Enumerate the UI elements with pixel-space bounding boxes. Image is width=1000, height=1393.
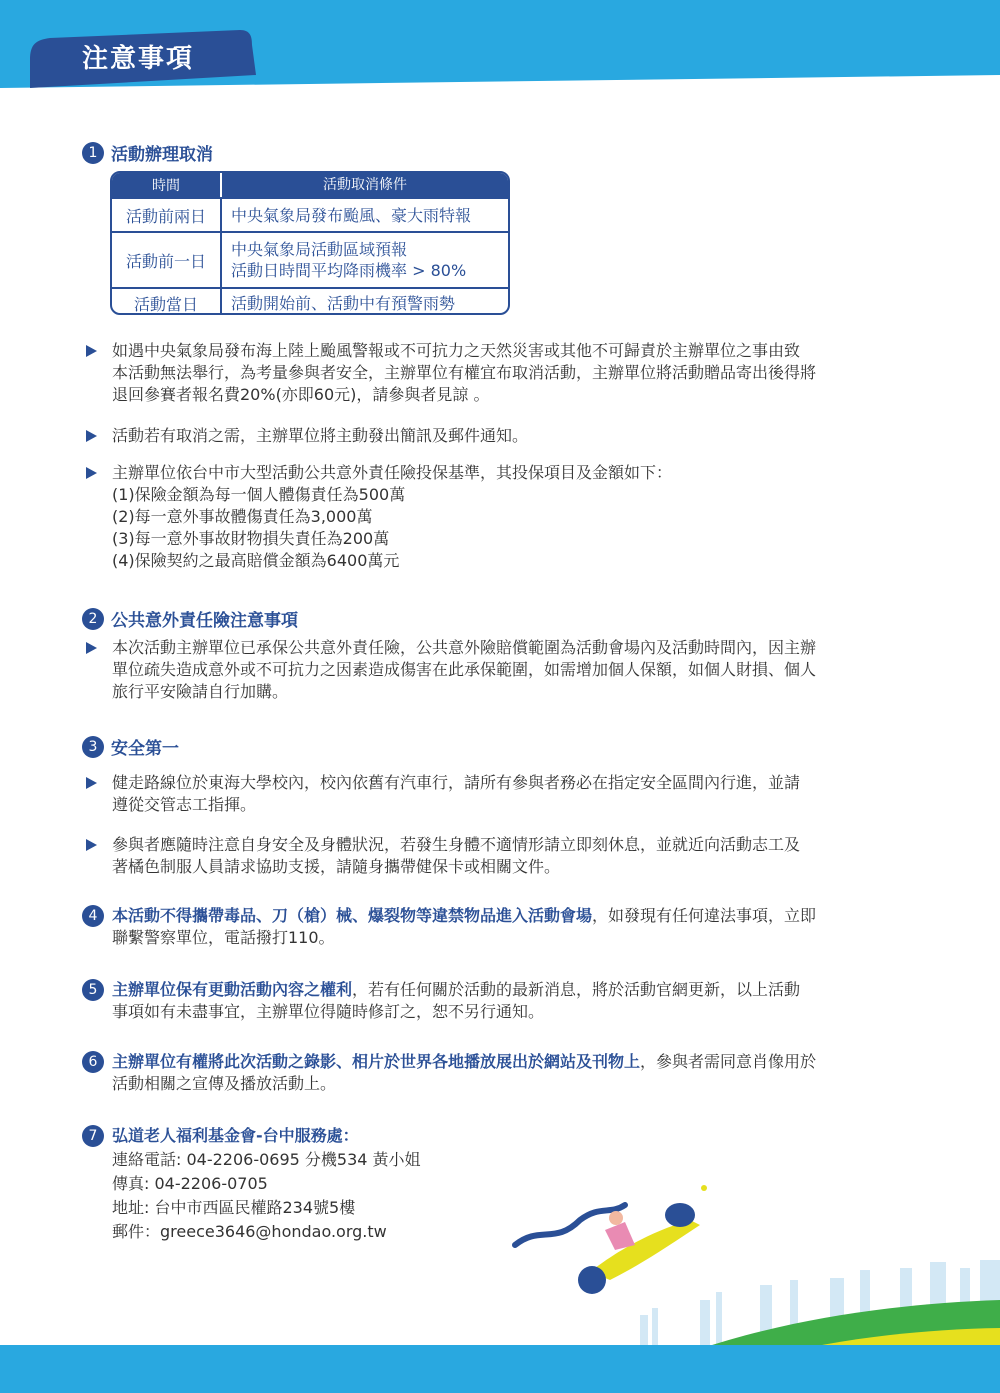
bullet-icon xyxy=(86,345,97,357)
section-number: 7 xyxy=(82,1125,104,1147)
contact-title: 弘道老人福利基金會-台中服務處： xyxy=(112,1126,359,1145)
body-text: ，若有任何關於活動的最新消息，將於活動官網更新，以上活動 xyxy=(352,980,801,999)
section-4-paragraph xyxy=(112,905,934,949)
bullet-paragraph xyxy=(112,834,934,878)
contact-phone: 連絡電話: 04-2206-0695 分機534 黃小姐 xyxy=(112,1150,421,1169)
section-title: 安全第一 xyxy=(111,739,179,759)
text-line: 參與者應隨時注意自身安全及身體狀況，若發生身體不適情形請立即刻休息，並就近向活動志工及 xyxy=(112,835,801,854)
highlight-text: 主辦單位有權將此次活動之錄影、相片於世界各地播放展出於網站及刊物上 xyxy=(112,1052,641,1071)
footer-band xyxy=(0,1345,1000,1393)
highlight-text: 本活動不得攜帶毒品、刀（槍）械、爆裂物等違禁物品進入活動會場 xyxy=(112,906,593,925)
section-5-paragraph xyxy=(112,979,934,1023)
table-cell-time: 活動當日 xyxy=(112,289,222,315)
section-3-heading xyxy=(82,734,179,759)
body-text: ，如發現有任何違法事項，立即 xyxy=(592,906,817,925)
section-number: 2 xyxy=(82,608,104,630)
contact-email: 郵件：greece3646@hondao.org.tw xyxy=(112,1222,387,1241)
text-line: 如遇中央氣象局發布海上陸上颱風警報或不可抗力之天然災害或其他不可歸責於主辦單位之事由致 xyxy=(112,341,801,360)
text-line xyxy=(112,1051,934,1073)
text-line: 退回參賽者報名費20%(亦即60元)，請參與者見諒 。 xyxy=(112,385,490,404)
section-title: 活動辦理取消 xyxy=(111,145,213,165)
highlight-text: 主辦單位保有更動活動內容之權利 xyxy=(112,980,353,999)
section-number: 1 xyxy=(82,142,104,164)
table-cell-condition xyxy=(222,289,508,315)
table-header xyxy=(112,173,508,197)
text-line: 活動若有取消之需，主辦單位將主動發出簡訊及郵件通知。 xyxy=(112,426,529,445)
text-line: 本次活動主辦單位已承保公共意外責任險，公共意外險賠償範圍為活動會場內及活動時間內，因主辦 xyxy=(112,638,817,657)
bullet-icon xyxy=(86,430,97,442)
body-text: ，參與者需同意肖像用於 xyxy=(640,1052,817,1071)
text-line: (2)每一意外事故體傷責任為3,000萬 xyxy=(112,507,373,526)
bullet-icon xyxy=(86,467,97,479)
text-line: 著橘色制服人員請求協助支援，請隨身攜帶健保卡或相關文件。 xyxy=(112,857,561,876)
section-2-heading xyxy=(82,606,298,631)
text-line: (4)保險契約之最高賠償金額為6400萬元 xyxy=(112,551,400,570)
section-6-paragraph xyxy=(112,1051,934,1095)
text-line: 聯繫警察單位，電話撥打110。 xyxy=(112,928,335,947)
text-line: 事項如有未盡事宜，主辦單位得隨時修訂之，恕不另行通知。 xyxy=(112,1002,545,1021)
section-number: 3 xyxy=(82,736,104,758)
text-line: 遵從交管志工指揮。 xyxy=(112,795,257,814)
text-line: 單位疏失造成意外或不可抗力之因素造成傷害在此承保範圍，如需增加個人保額，如個人財損、個人 xyxy=(112,660,817,679)
bullet-paragraph xyxy=(112,637,934,703)
text-line xyxy=(112,979,934,1001)
section-title: 公共意外責任險注意事項 xyxy=(111,611,298,631)
cancellation-table xyxy=(110,171,510,315)
table-row xyxy=(112,197,508,231)
condition-line: 活動日時間平均降雨機率 > 80% xyxy=(231,261,467,280)
runner-icon xyxy=(578,1185,707,1294)
section-1-heading xyxy=(82,140,213,165)
table-cell-condition xyxy=(222,199,508,231)
bullet-icon xyxy=(86,642,97,654)
bullet-paragraph xyxy=(112,425,934,447)
footer-illustration xyxy=(0,1150,1000,1393)
page-title: 注意事項 xyxy=(82,44,195,74)
ribbon-icon xyxy=(515,1205,625,1245)
bullet-icon xyxy=(86,777,97,789)
text-line: 活動相關之宣傳及播放活動上。 xyxy=(112,1074,337,1093)
bullet-paragraph xyxy=(112,462,934,572)
section-number: 6 xyxy=(82,1051,104,1073)
text-line: 旅行平安險請自行加購。 xyxy=(112,682,289,701)
bullet-paragraph xyxy=(112,340,934,406)
table-row xyxy=(112,231,508,287)
bullet-paragraph xyxy=(112,772,934,816)
condition-line: 活動開始前、活動中有預警雨勢 xyxy=(231,293,456,313)
column-header-condition: 活動取消條件 xyxy=(323,176,407,193)
text-line: (3)每一意外事故財物損失責任為200萬 xyxy=(112,529,390,548)
condition-line: 中央氣象局發布颱風、豪大雨特報 xyxy=(231,205,472,225)
text-line: 健走路線位於東海大學校內，校內依舊有汽車行，請所有參與者務必在指定安全區間內行進，並請 xyxy=(112,773,801,792)
condition-line: 中央氣象局活動區域預報 xyxy=(231,240,408,259)
text-line: 主辦單位依台中市大型活動公共意外責任險投保基準，其投保項目及金額如下： xyxy=(112,463,673,482)
table-row xyxy=(112,287,508,315)
table-cell-time: 活動前一日 xyxy=(112,233,222,287)
section-number: 4 xyxy=(82,905,104,927)
text-line: (1)保險金額為每一個人體傷責任為500萬 xyxy=(112,485,406,504)
contact-address: 地址: 台中市西區民權路234號5樓 xyxy=(112,1198,356,1217)
text-line xyxy=(112,905,934,927)
section-number: 5 xyxy=(82,979,104,1001)
table-cell-time: 活動前兩日 xyxy=(112,199,222,231)
contact-fax: 傳真: 04-2206-0705 xyxy=(112,1174,268,1193)
column-header-time: 時間 xyxy=(112,173,222,197)
text-line: 本活動無法舉行，為考量參與者安全，主辦單位有權宜布取消活動，主辦單位將活動贈品寄出後得將 xyxy=(112,363,817,382)
bullet-icon xyxy=(86,839,97,851)
table-cell-condition xyxy=(222,233,508,287)
